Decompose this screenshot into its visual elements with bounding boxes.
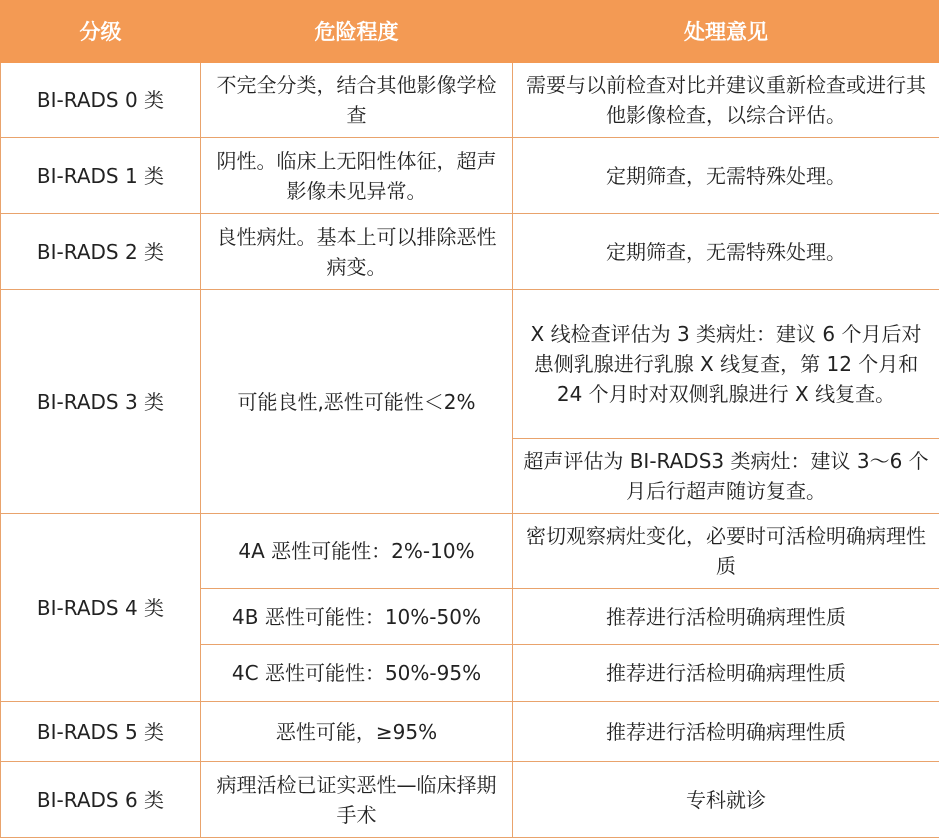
level-cell: BI-RADS 4 类: [1, 514, 201, 702]
header-row: [1, 1, 939, 63]
risk-cell: 不完全分类，结合其他影像学检查: [201, 63, 513, 138]
advice-cell: 定期筛查，无需特殊处理。: [513, 214, 939, 290]
table-row: [1, 702, 939, 762]
level-cell: BI-RADS 6 类: [1, 762, 201, 838]
advice-cell: 专科就诊: [513, 762, 939, 838]
risk-cell: 可能良性,恶性可能性＜2%: [201, 290, 513, 514]
advice-cell: 推荐进行活检明确病理性质: [513, 702, 939, 762]
advice-cell: 超声评估为 BI-RADS3 类病灶：建议 3～6 个月后行超声随访复查。: [513, 439, 939, 514]
level-cell: BI-RADS 1 类: [1, 138, 201, 214]
header-level: 分级: [1, 1, 201, 63]
risk-cell: 病理活检已证实恶性—临床择期手术: [201, 762, 513, 838]
header-risk: 危险程度: [201, 1, 513, 63]
table-row: [1, 214, 939, 290]
risk-cell: 4A 恶性可能性：2%-10%: [201, 514, 513, 589]
risk-cell: 4B 恶性可能性：10%-50%: [201, 589, 513, 645]
advice-cell: 需要与以前检查对比并建议重新检查或进行其他影像检查，以综合评估。: [513, 63, 939, 138]
risk-cell: 恶性可能，≥95%: [201, 702, 513, 762]
table-row: [1, 63, 939, 138]
risk-cell: 阴性。临床上无阳性体征，超声影像未见异常。: [201, 138, 513, 214]
level-cell: BI-RADS 5 类: [1, 702, 201, 762]
advice-cell: 推荐进行活检明确病理性质: [513, 589, 939, 645]
level-cell: BI-RADS 2 类: [1, 214, 201, 290]
table-row: [1, 138, 939, 214]
advice-cell: 定期筛查，无需特殊处理。: [513, 138, 939, 214]
table-row: [1, 762, 939, 838]
risk-cell: 良性病灶。基本上可以排除恶性病变。: [201, 214, 513, 290]
level-cell: BI-RADS 0 类: [1, 63, 201, 138]
advice-cell: X 线检查评估为 3 类病灶：建议 6 个月后对患侧乳腺进行乳腺 X 线复查，第 12 个月和 24 个月时对双侧乳腺进行 X 线复查。: [513, 290, 939, 439]
advice-cell: 推荐进行活检明确病理性质: [513, 645, 939, 702]
advice-cell: 密切观察病灶变化，必要时可活检明确病理性质: [513, 514, 939, 589]
table-row: [1, 290, 939, 439]
risk-cell: 4C 恶性可能性：50%-95%: [201, 645, 513, 702]
table-row: [1, 514, 939, 589]
level-cell: BI-RADS 3 类: [1, 290, 201, 514]
header-advice: 处理意见: [513, 1, 939, 63]
